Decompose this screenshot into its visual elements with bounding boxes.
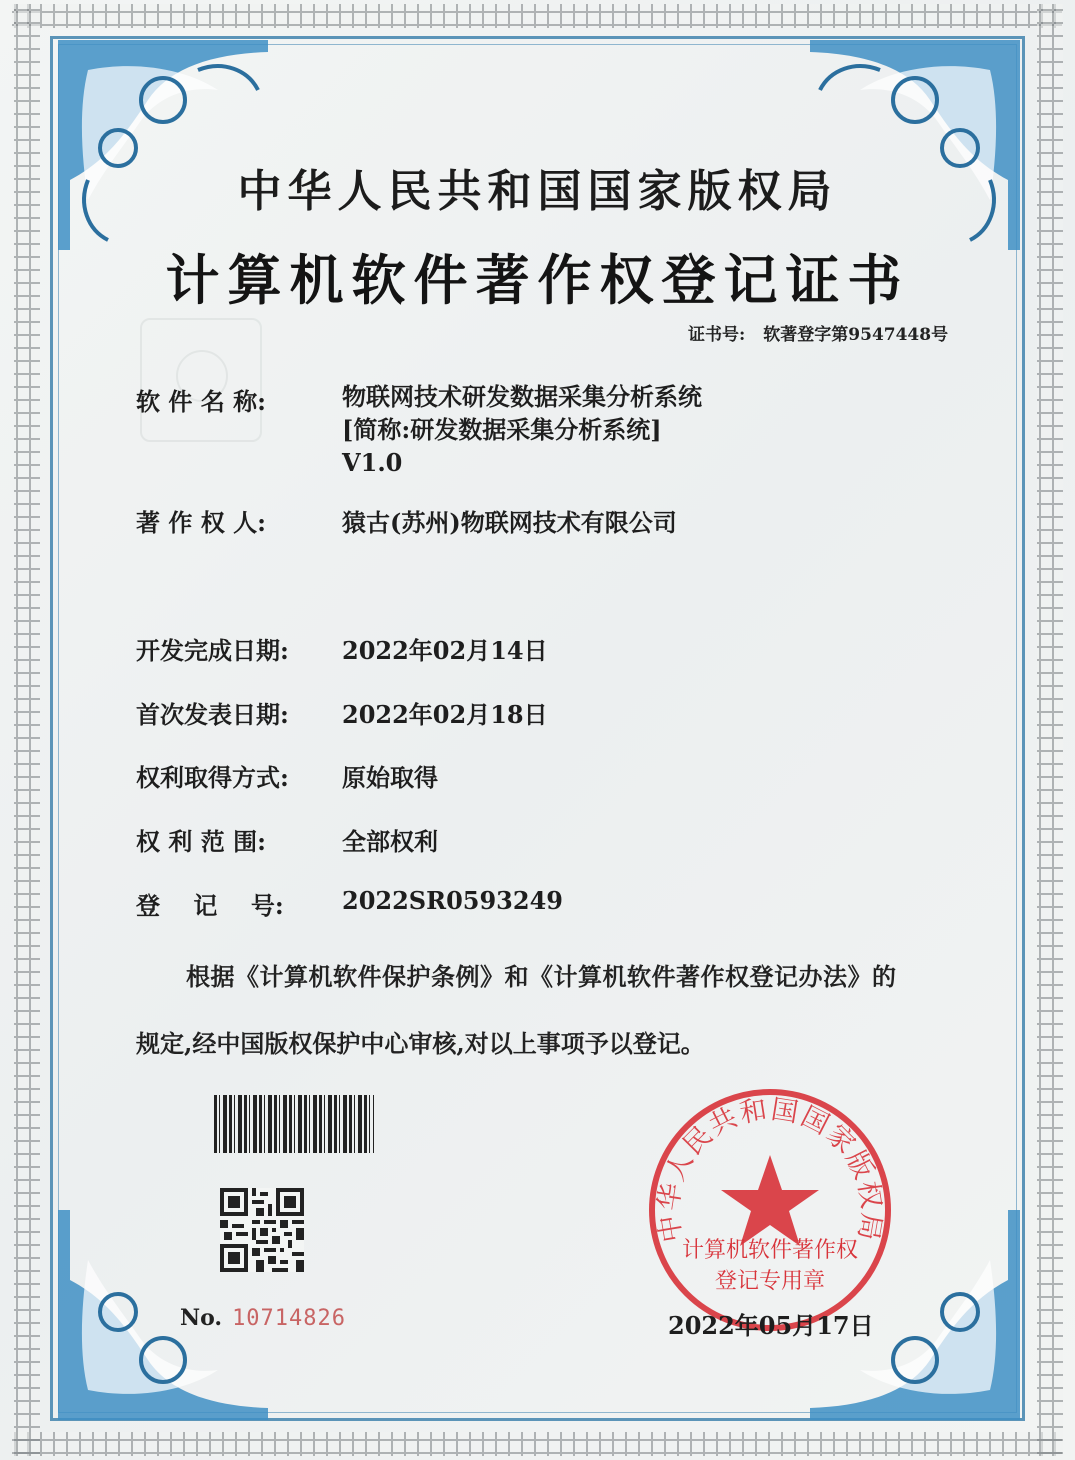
fret-border-left bbox=[14, 4, 40, 1456]
software-name-line: 物联网技术研发数据采集分析系统 bbox=[342, 382, 702, 411]
barcode-icon bbox=[214, 1095, 374, 1153]
statement-line-2: 规定,经中国版权保护中心审核,对以上事项予以登记。 bbox=[136, 1029, 705, 1058]
certificate-number bbox=[688, 320, 948, 345]
acquisition-method-value: 原始取得 bbox=[342, 763, 438, 792]
completion-date-value: 2022年02月14日 bbox=[342, 636, 548, 665]
certificate-title: 计算机软件著作权登记证书 bbox=[165, 248, 910, 312]
certificate-number-value: 软著登字第9547448号 bbox=[763, 325, 949, 345]
software-name-value bbox=[342, 380, 702, 479]
seal-ring-text: 中华人民共和国国家版权局 bbox=[653, 1094, 887, 1245]
software-version: V1.0 bbox=[342, 448, 403, 477]
qr-code-icon bbox=[220, 1188, 304, 1272]
serial-number-label: No. bbox=[180, 1305, 223, 1331]
fret-border-bottom bbox=[12, 1432, 1062, 1456]
corner-ornament-icon bbox=[800, 30, 1030, 260]
publication-date-label: 首次发表日期: bbox=[136, 700, 289, 729]
certificate-number-label: 证书号: bbox=[688, 325, 746, 345]
watermark-emblem bbox=[140, 318, 262, 442]
fret-border-right bbox=[1037, 4, 1063, 1456]
official-seal-icon bbox=[640, 1080, 900, 1340]
registration-number-label: 登 记 号: bbox=[136, 891, 284, 920]
rights-scope-label: 权 利 范 围: bbox=[136, 827, 266, 856]
acquisition-method-label: 权利取得方式: bbox=[136, 763, 289, 792]
completion-date-label: 开发完成日期: bbox=[136, 636, 289, 665]
issue-date: 2022年05月17日 bbox=[668, 1311, 874, 1340]
registration-number-value: 2022SR0593249 bbox=[342, 886, 563, 915]
publication-date-value: 2022年02月18日 bbox=[342, 700, 548, 729]
fret-border-top bbox=[12, 4, 1062, 28]
rights-scope-value: 全部权利 bbox=[342, 827, 438, 856]
seal-text-line-2: 登记专用章 bbox=[714, 1269, 825, 1294]
statement-line-1: 根据《计算机软件保护条例》和《计算机软件著作权登记办法》的 bbox=[186, 962, 897, 991]
seal-text-line-1: 计算机软件著作权 bbox=[681, 1238, 858, 1263]
serial-number bbox=[180, 1305, 346, 1331]
serial-number-value: 10714826 bbox=[232, 1306, 347, 1331]
copyright-owner-label: 著 作 权 人: bbox=[136, 508, 266, 537]
software-name-label: 软 件 名 称: bbox=[136, 387, 266, 416]
copyright-owner-value: 猿古(苏州)物联网技术有限公司 bbox=[342, 508, 677, 537]
software-name-short: [简称:研发数据采集分析系统] bbox=[342, 415, 662, 444]
corner-ornament-icon bbox=[48, 30, 278, 260]
authority-title: 中华人民共和国国家版权局 bbox=[237, 166, 838, 217]
